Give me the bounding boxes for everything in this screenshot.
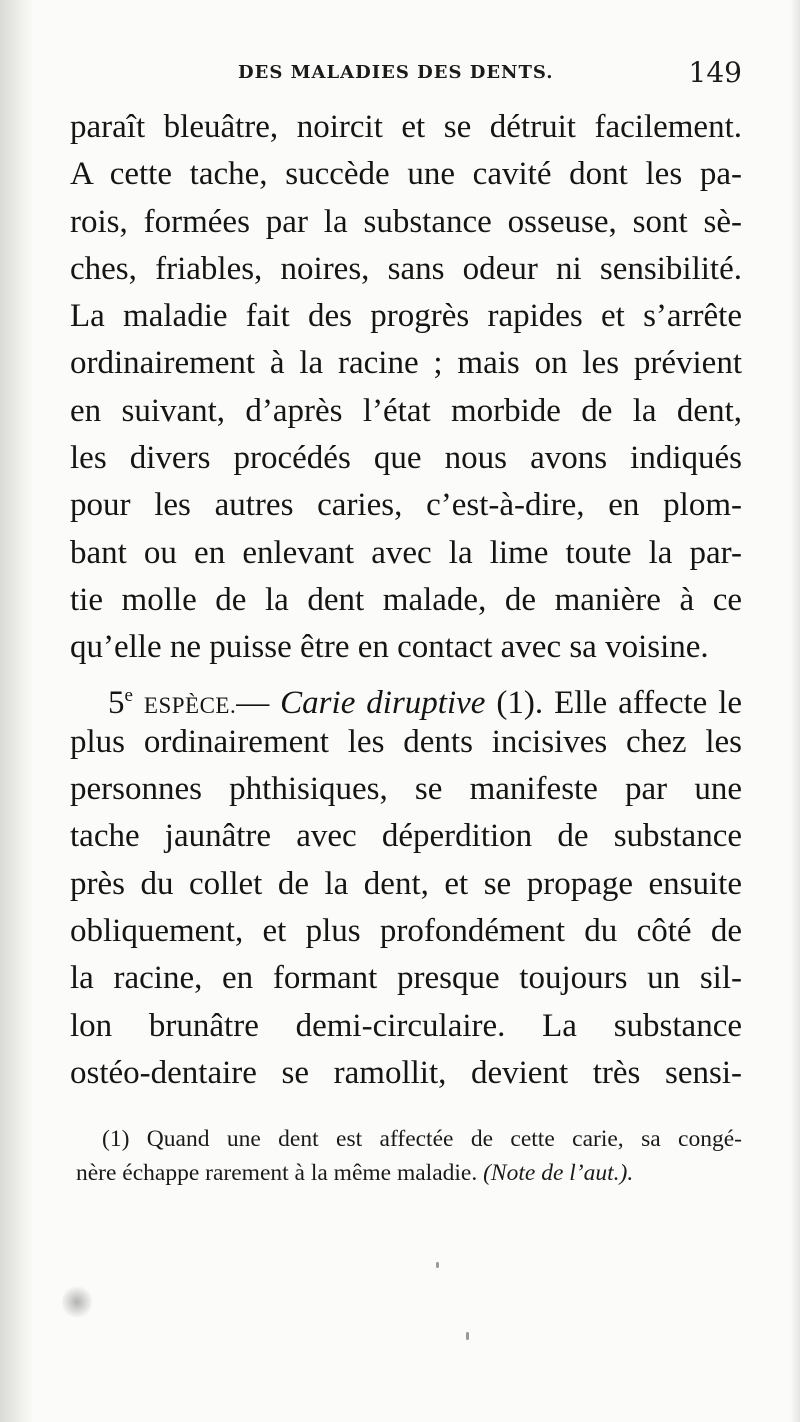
text-line: bant ou en enlevant avec la lime toute la par- <box>70 534 742 571</box>
text-line: obliquement, et plus profondément du côté de <box>70 913 742 950</box>
page-gutter-shadow <box>0 0 34 1422</box>
text-line: A cette tache, succède une cavité dont les pa- <box>70 156 742 193</box>
page-number: 149 <box>688 56 742 89</box>
text-line: personnes phthisiques, se manifeste par une <box>70 771 742 808</box>
footnote-line <box>76 1156 742 1190</box>
text-line: ostéo-dentaire se ramollit, devient très sensi- <box>70 1054 742 1091</box>
text-line: la racine, en formant presque toujours un sil- <box>70 960 742 997</box>
footnote-reference: (1). <box>496 684 544 721</box>
text-line: près du collet de la dent, et se propage ensuite <box>70 865 742 902</box>
text-line: pour les autres caries, c’est-à-dire, en plom- <box>70 487 742 524</box>
paper-speck <box>436 1262 439 1268</box>
body-text <box>70 104 742 1097</box>
text-line: plus ordinairement les dents incisives chez les <box>70 723 742 760</box>
species-name: Carie diruptive <box>280 684 486 721</box>
page-edge-shadow <box>790 0 800 1422</box>
text-line: tache jaunâtre avec déperdition de substance <box>70 818 742 855</box>
text-line: en suivant, d’après l’état morbide de la dent, <box>70 392 742 429</box>
footnote-line: (1) Quand une dent est affectée de cette carie, sa congé- <box>102 1126 742 1152</box>
species-heading-line <box>70 672 742 719</box>
footnote-author-note: (Note de l’aut.). <box>483 1160 634 1186</box>
text-line: tie molle de la dent malade, de manière à ce <box>70 581 742 618</box>
species-sup: e <box>124 684 133 706</box>
species-number: 5 <box>108 684 125 721</box>
text-line: qu’elle ne puisse être en contact avec sa voisine. <box>70 629 709 666</box>
text-line: La maladie fait des progrès rapides et s’arrête <box>70 298 742 335</box>
text-line: rois, formées par la substance osseuse, sont sè- <box>70 203 742 240</box>
ink-smudge <box>62 1284 92 1320</box>
species-rest: Elle affecte le <box>554 684 743 721</box>
text-line: lon brunâtre demi-circulaire. La substance <box>70 1007 742 1044</box>
species-dash: — <box>236 684 270 721</box>
species-label: ESPÈCE. <box>143 692 237 718</box>
text-line: ches, friables, noires, sans odeur ni sensibilité. <box>70 250 742 287</box>
footnote-text: nère échappe rarement à la même maladie. <box>76 1160 478 1186</box>
text-line: paraît bleuâtre, noircit et se détruit facilement. <box>70 109 742 145</box>
text-line: les divers procédés que nous avons indiqués <box>70 440 742 477</box>
running-head: DES MALADIES DES DENTS. <box>238 62 554 83</box>
text-line: ordinairement à la racine ; mais on les prévient <box>70 345 742 382</box>
footnote <box>76 1122 742 1190</box>
paper-speck <box>466 1332 469 1340</box>
page-header <box>70 56 742 96</box>
